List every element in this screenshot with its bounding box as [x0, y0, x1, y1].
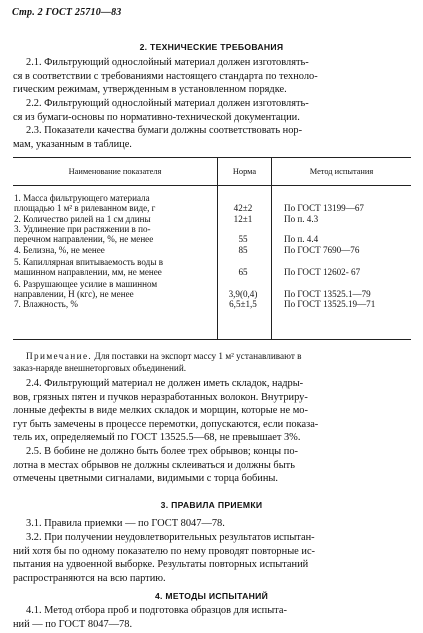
row-norm: 42±2 — [233, 203, 253, 213]
table-col-divider — [271, 157, 272, 340]
text-line: отмечены цветными сигналами, видимыми с торца бобины. — [13, 473, 279, 485]
text-line: ся в соответствии с требованиями настоящего стандарта по техноло- — [13, 70, 318, 82]
text-line: 3.1. Правила приемки — по ГОСТ 8047—78. — [26, 518, 225, 529]
row-norm: 6,5±1,5 — [229, 299, 257, 310]
text-line: лонные дефекты в виде мелких складок и морщин, которые не мо- — [13, 405, 308, 417]
text-line: 2.4. Фильтрующий материал не должен иметь складок, надры- — [26, 378, 304, 389]
row-norm: 85 — [238, 245, 248, 255]
table-header-rule — [13, 185, 411, 186]
table-top-rule — [13, 157, 411, 158]
text-line: ний — по ГОСТ 8047—78. — [13, 618, 133, 630]
row-name: 5. Капиллярная впитываемость воды в — [14, 257, 163, 267]
quality-table — [13, 157, 411, 340]
row-method: По ГОСТ 12602- 67 — [284, 267, 361, 277]
text-line: 2.2. Фильтрующий однослойный материал должен изготовлять- — [26, 98, 309, 109]
text-line: ний хотя бы по одному показателю по нему проводят повторные ис- — [13, 545, 316, 557]
row-name: площадью 1 м² в рилеванном виде, г — [14, 203, 156, 214]
row-method: По ГОСТ 13525.19—71 — [284, 299, 376, 310]
table-header-norm: Норма — [232, 167, 257, 176]
paragraph-3-2 — [13, 531, 413, 585]
row-name: 7. Влажность, % — [14, 299, 78, 310]
row-name: 1. Масса фильтрующего материала — [14, 193, 150, 203]
paragraph-3-1 — [13, 517, 413, 531]
table-header-method: Метод испытания — [309, 167, 374, 176]
note-text: Для поставки на экспорт массу 1 м² устанавливают в — [94, 351, 302, 361]
note-label: Примечание. — [26, 351, 93, 361]
page-header: Стр. 2 ГОСТ 25710—83 — [12, 7, 122, 18]
table-header-name: Наименование показателя — [68, 167, 162, 176]
section-3-title: 3. ПРАВИЛА ПРИЕМКИ — [160, 500, 263, 510]
text-line: 2.3. Показатели качества бумаги должны соответствовать нор- — [26, 125, 303, 136]
row-method: По п. 4.4 — [284, 234, 319, 244]
text-line: тель их, определяемый по ГОСТ 13525.5—68, не превышает 3%. — [13, 432, 301, 444]
paragraph-2-2 — [13, 97, 413, 124]
text-line: 2.1. Фильтрующий однослойный материал должен изготовлять- — [26, 57, 309, 68]
row-name: 3. Удлинение при растяжении в по- — [14, 224, 151, 234]
text-line: гут быть замечены в процессе перемотки, допускаются, если показа- — [13, 418, 319, 430]
row-name: направлении, Н (кгс), не менее — [14, 289, 134, 300]
text-line: ся из бумаги-основы по нормативно-технической документации. — [13, 111, 300, 123]
paragraph-2-3 — [13, 124, 413, 151]
paragraph-4-1 — [13, 604, 413, 631]
text-line: пытания на удвоенной выборке. Результаты повторных испытаний — [13, 559, 309, 571]
row-name: 4. Белизна, %, не менее — [14, 245, 105, 255]
paragraph-2-1 — [13, 56, 413, 97]
row-name: 6. Разрушающее усилие в машинном — [14, 279, 158, 289]
paragraph-2-5 — [13, 445, 413, 486]
text-line: распространяются на всю партию. — [13, 572, 166, 584]
row-name: перечном направлении, %, не менее — [14, 234, 154, 245]
row-norm: 55 — [238, 234, 248, 244]
table-bottom-rule — [13, 339, 411, 340]
table-note — [13, 350, 413, 375]
text-line: 2.5. В бобине не должно быть более трех обрывов; концы по- — [26, 446, 298, 457]
text-line: гическим режимам, утвержденным в установленном порядке. — [13, 84, 287, 96]
row-norm: 12±1 — [233, 214, 253, 224]
text-line: 4.1. Метод отбора проб и подготовка образцов для испыта- — [26, 605, 287, 616]
row-norm: 3,9(0,4) — [228, 289, 258, 299]
text-line: вов, грязных пятен и пучков неразработанных волокон. Внутриру- — [13, 391, 308, 403]
row-method: По ГОСТ 7690—76 — [284, 245, 360, 255]
text-line: 3.2. При получении неудовлетворительных результатов испытан- — [26, 532, 315, 543]
paragraph-2-4 — [13, 377, 413, 445]
row-method: По ГОСТ 13199—67 — [284, 203, 364, 213]
row-name: 2. Количество рилей на 1 см длины — [14, 214, 151, 224]
row-name: машинном направлении, мм, не менее — [14, 267, 162, 278]
text-line: мам, указанным в таблице. — [13, 138, 132, 150]
note-text: заказ-наряде внешнеторговых объединений. — [13, 363, 187, 374]
row-norm: 65 — [238, 267, 248, 277]
text-line: лотна в местах обрывов не должны склеиваться и должны быть — [13, 459, 295, 471]
row-method: По ГОСТ 13525.1—79 — [284, 289, 371, 299]
section-4-title: 4. МЕТОДЫ ИСПЫТАНИЙ — [154, 591, 269, 601]
section-2-title: 2. ТЕХНИЧЕСКИЕ ТРЕБОВАНИЯ — [139, 42, 284, 52]
row-method: По п. 4.3 — [284, 214, 319, 224]
table-col-divider — [217, 157, 218, 340]
